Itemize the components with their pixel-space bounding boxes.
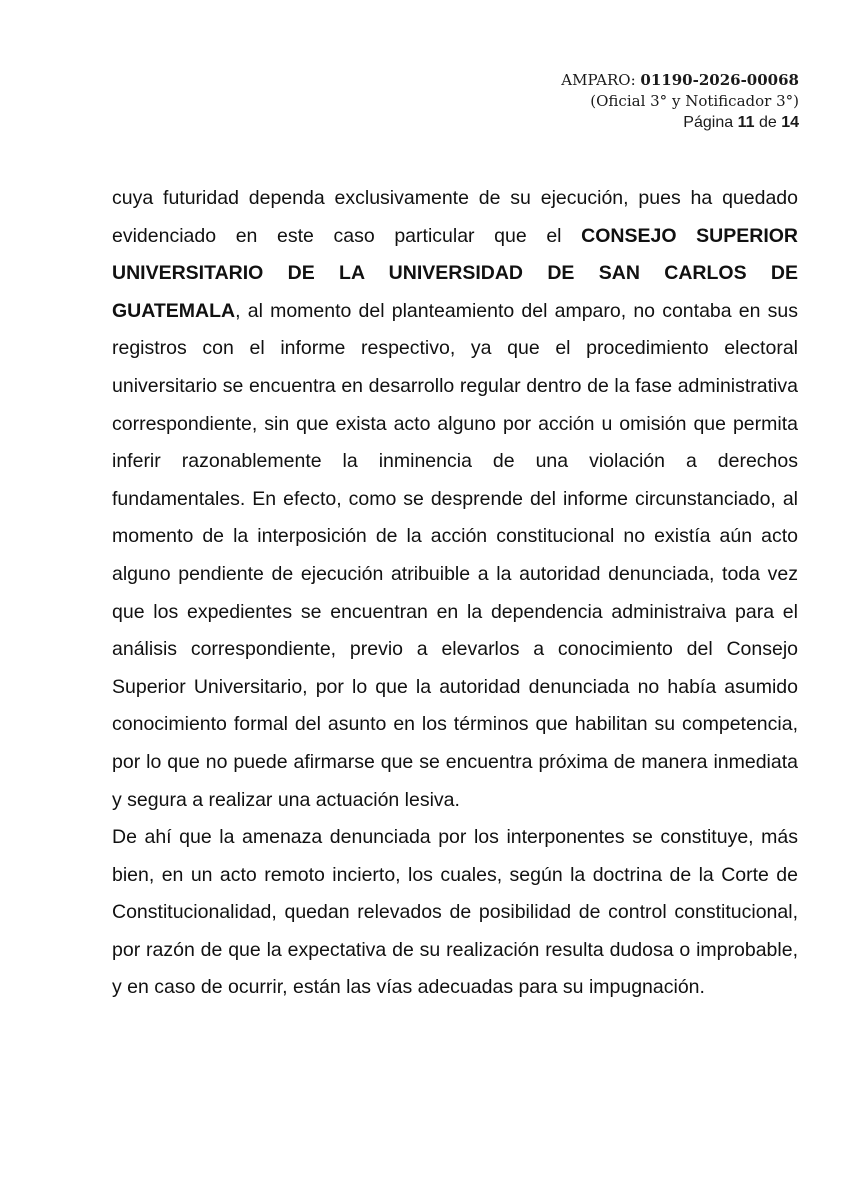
de-label: de: [758, 114, 777, 131]
document-body: [112, 180, 798, 1007]
page-number-line: [561, 112, 799, 133]
page-current: 11: [737, 114, 755, 131]
paragraph-1-part1: cuya futuridad dependa exclusivamente de su ejecución, pues ha quedado evidenciado en este caso particular que el: [112, 187, 798, 247]
paragraph-2: De ahí que la amenaza denunciada por los interponentes se constituye, más bien, en un acto remoto incierto, los cuales, según la doctrina de la Corte de Constitucionalidad, quedan relevados de posibilidad de control constitucional, por razón de que la expectativa de su realización resulta dudosa o improbable, y en caso de ocurrir, están las vías adecuadas para su impugnación.: [112, 826, 798, 999]
page-total: 14: [781, 114, 799, 131]
pagina-label: Página: [683, 114, 734, 131]
amparo-label: AMPARO:: [561, 71, 636, 89]
institution-name: CONSEJO SUPERIOR UNIVERSITARIO DE LA UNIVERSIDAD DE SAN CARLOS DE GUATEMALA: [112, 224, 798, 322]
paragraph-1: [112, 180, 798, 819]
oficial-line: (Oficial 3° y Notificador 3°): [590, 92, 799, 110]
amparo-line: [561, 70, 799, 91]
paragraph-1-part2: , al momento del planteamiento del amparo, no contaba en sus registros con el informe respectivo, ya que el procedimiento electoral universitario se encuentra en desarrollo regular dentro de la fase administrativa correspondiente, sin que exista acto alguno por acción u omisión que permita inferir razonablemente la inminencia de una violación a derechos fundamentales. En efecto, como se desprende del informe circunstanciado, al momento de la interposición de la acción constitucional no existía aún acto alguno pendiente de ejecución atribuible a la autoridad denunciada, toda vez que los expedientes se encuentran en la dependencia administraiva para el análisis correspondiente, previo a elevarlos a conocimiento del Consejo Superior Universitario, por lo que la autoridad denunciada no había asumido conocimiento formal del asunto en los términos que habilitan su competencia, por lo que no puede afirmarse que se encuentra próxima de manera inmediata y segura a realizar una actuación lesiva.: [112, 299, 798, 811]
amparo-number: 01190-2026-00068: [640, 71, 799, 89]
page-header: [561, 70, 799, 133]
